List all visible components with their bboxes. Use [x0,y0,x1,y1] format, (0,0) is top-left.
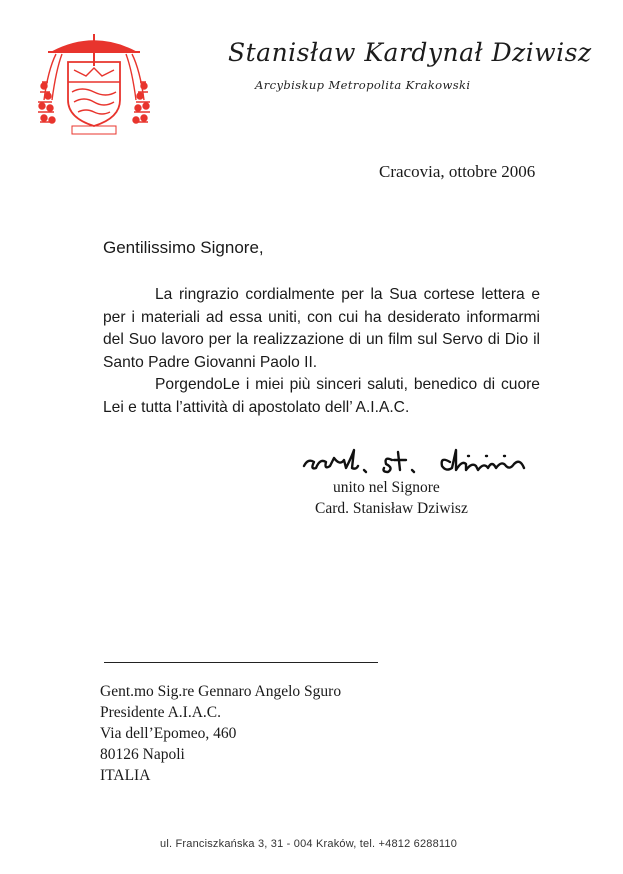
coat-of-arms-logo [34,30,154,138]
body-paragraph: La ringrazio cordialmente per la Sua cortese lettera e per i materiali ad essa uniti, con cui ha desiderato informarmi del Suo lavoro per la realizzazione di un film sul Servo di Dio il Santo Padre Giovanni Paolo II. [103,286,540,371]
letter-body [103,284,540,419]
letterhead-name: Stanisław Kardynał Dziwisz [228,38,592,67]
body-paragraph: PorgendoLe i miei più sinceri saluti, benedico di cuore Lei e tutta l’attività di apostolato dell’ A.I.A.C. [103,376,540,416]
address-line: Gent.mo Sig.re Gennaro Angelo Sguro [100,683,342,700]
divider-line [104,662,378,663]
handwritten-signature [300,446,550,476]
address-line: Via dell’Epomeo, 460 [100,725,237,742]
letter-date: Cracovia, ottobre 2006 [379,162,536,181]
footer-address: ul. Franciszkańska 3, 31 - 004 Kraków, tel. +4812 6288110 [160,838,458,850]
address-line: 80126 Napoli [100,746,185,763]
salutation: Gentilissimo Signore, [103,238,264,257]
signer-name: Card. Stanisław Dziwisz [315,500,468,517]
letterhead-title: Arcybiskup Metropolita Krakowski [255,78,471,92]
address-line: ITALIA [100,767,151,784]
address-line: Presidente A.I.A.C. [100,704,221,721]
recipient-address [100,681,341,786]
closing-phrase: unito nel Signore [333,479,440,496]
